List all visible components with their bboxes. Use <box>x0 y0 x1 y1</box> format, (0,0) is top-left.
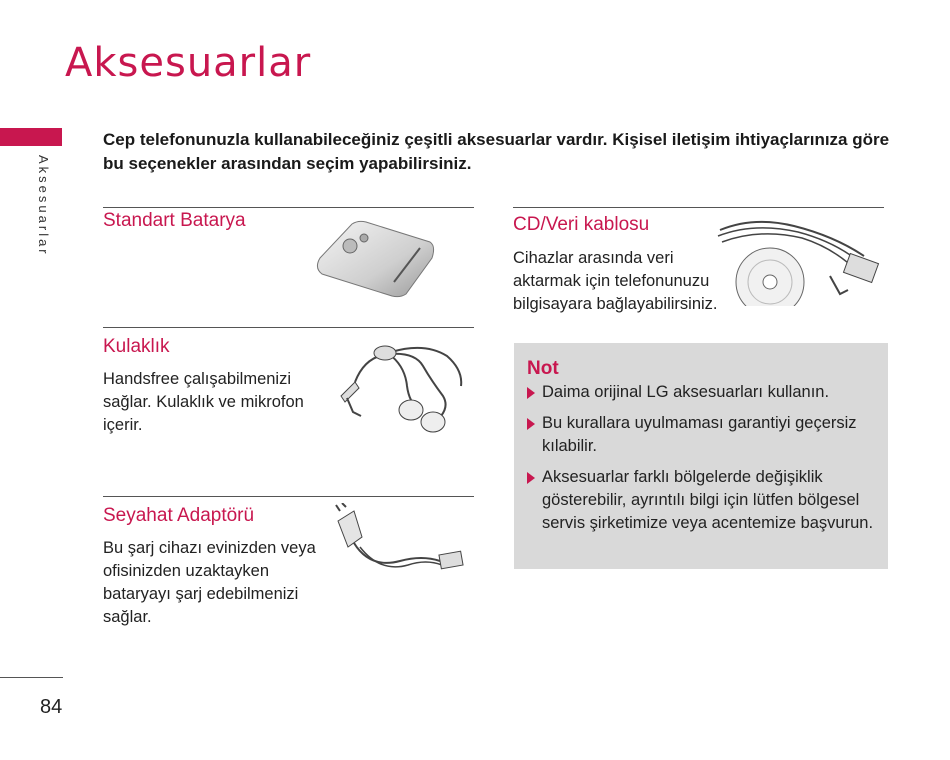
adapter-heading: Seyahat Adaptörü <box>103 505 255 526</box>
headset-image <box>335 336 470 436</box>
note-item <box>527 466 882 535</box>
cable-divider <box>513 207 884 208</box>
cable-description: Cihazlar arasında veri aktarmak için telefonunuzu bilgisayara bağlayabilirsiniz. <box>513 249 718 313</box>
battery-heading: Standart Batarya <box>103 210 246 231</box>
cable-heading: CD/Veri kablosu <box>513 214 650 235</box>
note-item <box>527 412 882 458</box>
note-item-text: Aksesuarlar farklı bölgelerde değişiklik gösterebilir, ayrıntılı bilgi için lütfen bölgesel servis şirketimize veya acentemize başvurun. <box>542 468 874 532</box>
note-title: Not <box>527 358 559 379</box>
bullet-triangle-icon <box>527 472 535 484</box>
note-item-text: Bu kurallara uyulmaması garantiyi geçersiz kılabilir. <box>542 414 857 455</box>
page-number: 84 <box>40 696 63 718</box>
intro-paragraph: Cep telefonunuzla kullanabileceğiniz çeşitli aksesuarlar vardır. Kişisel iletişim ihtiyaçlarınıza göre bu seçenekler arasından seçim yapabilirsiniz. <box>103 130 890 173</box>
headset-heading: Kulaklık <box>103 336 170 357</box>
note-item-text: Daima orijinal LG aksesuarları kullanın. <box>542 383 830 401</box>
bullet-triangle-icon <box>527 387 535 399</box>
adapter-description: Bu şarj cihazı evinizden veya ofisinizden uzaktayken bataryayı şarj edebilmenizi sağlar. <box>103 539 316 626</box>
page-title: Aksesuarlar <box>65 40 312 86</box>
adapter-image <box>330 503 468 583</box>
battery-divider <box>103 207 474 208</box>
headset-divider <box>103 327 474 328</box>
footer-rule <box>0 677 63 678</box>
cable-cd-image <box>714 216 884 306</box>
headset-description: Handsfree çalışabilmenizi sağlar. Kulaklık ve mikrofon içerir. <box>103 370 304 434</box>
note-item <box>527 381 882 404</box>
battery-image <box>312 218 437 300</box>
bullet-triangle-icon <box>527 418 535 430</box>
adapter-divider <box>103 496 474 497</box>
side-section-label: Aksesuarlar <box>36 155 51 257</box>
side-tab-marker <box>0 128 62 146</box>
